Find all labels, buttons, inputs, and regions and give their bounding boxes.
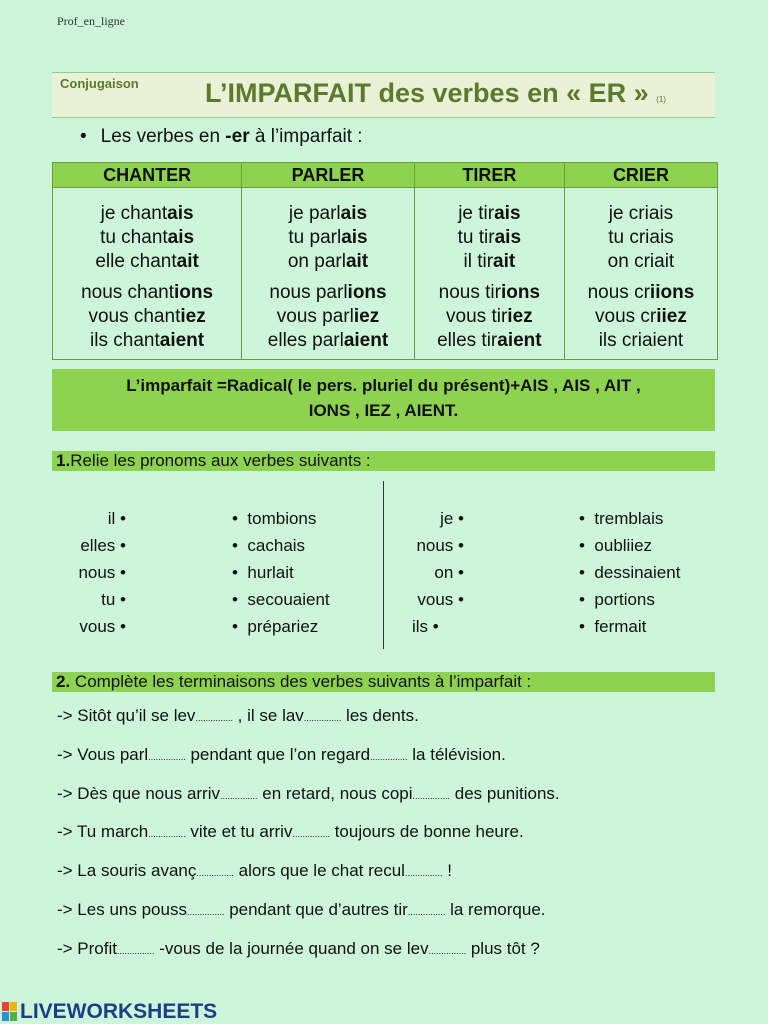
exercise-sentence: -> Vous parl............... pendant que l’on regard............... la télévision. [57,745,506,764]
blank-field[interactable]: ............... [292,829,330,839]
right-verbs [579,505,680,640]
rule-line: L’imparfait =Radical( le pers. pluriel du présent)+AIS , AIS , AIT , [126,376,641,395]
conj-row: nous tirions [438,282,541,303]
match-item[interactable]: vous • [79,617,126,636]
conj-row: il tirait [463,251,516,272]
title-note: (1) [656,95,666,104]
match-item[interactable]: • portions [579,590,655,609]
logo-icon [2,1002,18,1022]
rule-box [52,369,715,431]
author-label: Prof_en_ligne [57,14,125,28]
conj-row: elles tiraient [437,330,542,351]
intro-bold: -er [225,126,250,147]
conj-row: vous parliez [276,306,380,327]
blank-field[interactable]: ............... [148,752,186,762]
conj-row: nous chantions [81,282,214,303]
intro-after: à l’imparfait : [249,126,363,147]
table-header: TIRER [414,163,564,188]
table-header: CRIER [564,163,717,188]
conj-row: vous criiez [595,306,687,327]
match-item[interactable]: • cachais [232,536,306,555]
subject-label: Conjugaison [60,76,139,91]
rule-line: IONS , IEZ , AIENT. [308,401,459,420]
match-item[interactable]: on • [434,563,464,582]
blank-field[interactable]: ............... [117,946,155,956]
blank-field[interactable]: ............... [148,829,186,839]
conj-row: ils chantaient [90,330,205,351]
left-verbs [232,505,330,640]
table-header: CHANTER [53,163,242,188]
match-item[interactable]: elles • [80,536,126,555]
conj-row: vous chantiez [88,306,206,327]
match-item[interactable]: • oubliiez [579,536,653,555]
blank-field[interactable]: ............... [407,907,446,917]
exercise1-label: Relie les pronoms aux verbes suivants : [70,451,371,470]
exercise-sentence: -> Tu march............... vite et tu arriv............... toujours de bonne heure. [57,822,524,841]
exercise2-label: Complète les terminaisons des verbes suivants à l’imparfait : [70,672,532,691]
match-item[interactable]: vous • [417,590,464,609]
conj-row: je chantais [100,203,194,224]
exercise2-number: 2. [56,672,71,691]
conjugation-table [52,162,718,360]
exercise1-heading [52,451,715,471]
conj-row: vous tiriez [446,306,533,327]
table-cell [53,188,242,360]
blank-field[interactable]: ............... [186,907,225,917]
match-item[interactable]: nous • [78,563,126,582]
blank-field[interactable]: ............... [404,868,443,878]
blank-field[interactable]: ............... [303,713,342,723]
blank-field[interactable]: ............... [428,946,467,956]
conj-row: tu parlais [288,227,368,248]
conj-row: je parlais [288,203,368,224]
blank-field[interactable]: ............... [195,713,233,723]
table-header: PARLER [242,163,415,188]
blank-field[interactable]: ............... [196,868,234,878]
intro-before: Les verbes en [100,126,226,147]
exercise1-number: 1. [56,451,71,470]
conj-row: tu chantais [100,227,195,248]
logo-text: LIVEWORKSHEETS [20,1000,218,1023]
table-cell [564,188,717,360]
match-item[interactable]: il • [107,509,126,528]
table-cell [414,188,564,360]
blank-field[interactable]: ............... [412,791,451,801]
intro-line [80,126,363,148]
conj-row: on criait [607,251,675,272]
match-item[interactable]: • prépariez [232,617,319,636]
conj-row: on parlait [287,251,369,272]
blank-field[interactable]: ............... [220,791,258,801]
match-item[interactable]: tu • [101,590,126,609]
conj-row: ils criaient [598,330,684,351]
conj-row: tu criais [608,227,674,248]
conj-row: je tirais [458,203,521,224]
match-item[interactable]: • secouaient [232,590,330,609]
match-item[interactable]: • dessinaient [579,563,681,582]
exercise2-heading [52,672,715,692]
exercise-sentence: -> Les uns pouss............... pendant que d’autres tir............... la remorque. [57,900,546,919]
table-cell [242,188,415,360]
liveworksheets-logo [2,1000,217,1024]
match-item[interactable]: • hurlait [232,563,294,582]
exercise-sentence: -> La souris avanç............... alors que le chat recul............... ! [57,861,452,880]
match-item[interactable]: ils • [412,617,439,636]
bullet-icon: • [80,126,87,147]
match-item[interactable]: je • [440,509,464,528]
match-item[interactable]: • tremblais [579,509,664,528]
blank-field[interactable]: ............... [370,752,408,762]
exercise-sentence: -> Profit............... -vous de la journée quand on se lev............... plus tôt ? [57,939,540,958]
conj-row: je criais [608,203,674,224]
match-item[interactable]: nous • [416,536,464,555]
exercise-sentence: -> Sitôt qu’il se lev............... , il se lav............... les dents. [57,706,419,725]
conj-row: tu tirais [457,227,522,248]
conj-row: elle chantait [95,251,199,272]
conj-row: nous criions [587,282,695,303]
match-item[interactable]: • tombions [232,509,317,528]
conj-row: nous parlions [269,282,387,303]
conj-row: elles parlaient [267,330,389,351]
exercise-sentence: -> Dès que nous arriv............... en retard, nous copi............... des punitions. [57,784,560,803]
left-pronouns [40,505,126,640]
match-item[interactable]: • fermait [579,617,647,636]
right-pronouns [380,505,464,640]
page-title [205,78,666,109]
title-text: L’IMPARFAIT des verbes en « ER » [205,78,649,108]
